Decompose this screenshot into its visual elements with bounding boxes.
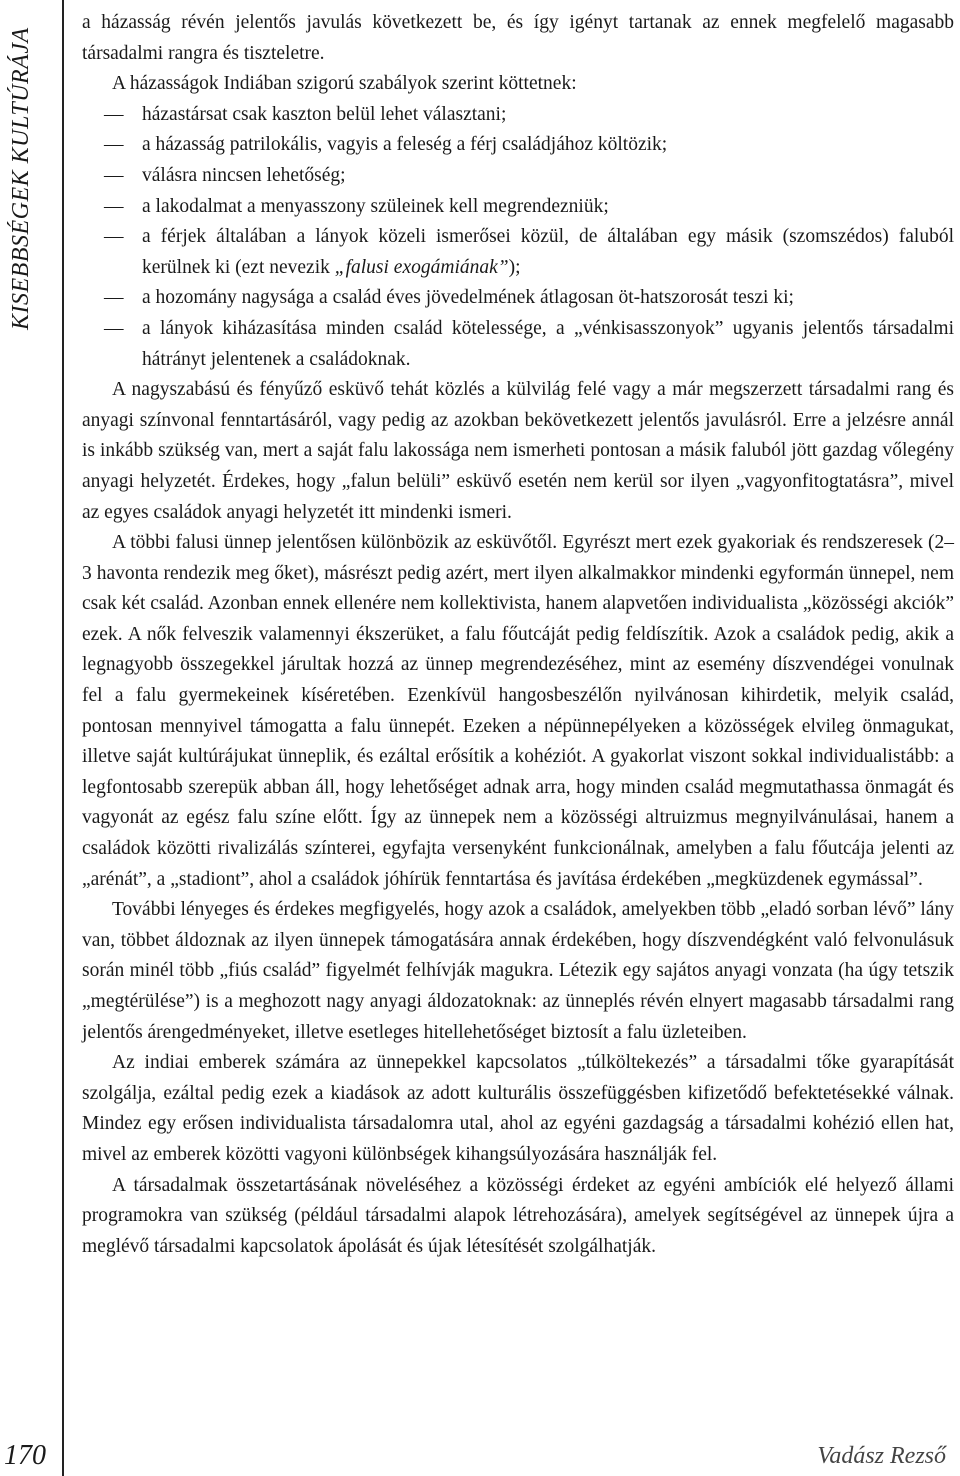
list-item-text: a férjek általában a lányok közeli ismerősei közül, de általában egy másik (szomszédos) faluból kerülnek ki (ezt nevezik (142, 226, 954, 278)
emphasis-term: „falusi exogámiának” (334, 256, 509, 278)
margin-rule (62, 0, 64, 1476)
list-item: — a hozomány nagysága a család éves jövedelmének átlagosan öt-hatszorosát teszi ki; (82, 283, 954, 314)
running-head: KISEBBSÉGEK KULTÚRÁJA (8, 27, 34, 330)
paragraph-rules-intro: A házasságok Indiában szigorú szabályok szerint köttetnek: (112, 73, 577, 95)
paragraph: A többi falusi ünnep jelentősen különbözik az esküvőtől. Egyrészt mert ezek gyakoriak és rendszeresek (2–3 havonta rendezik meg őket), másrészt pedig azért, mert ilyen alkalmakkor mindenki egyformán ünnepel, nem csak két család. Azonban ennek ellenére nem kollektivista, hanem alapvetően individualista „közösségi akciók” ezek. A nők felveszik valamennyi ékszerüket, a falu főutcáját pedig feldíszítik. Azok a családok pedig, akik a legnagyobb összegekkel járultak hozzá az ünnep megrendezéséhez, mint az esemény díszvendégei vonulnak fel a falu gyermekeinek kíséretében. Ezenkívül hangosbeszélőn nyilvánosan kihirdetik, melyik család, pontosan mennyivel támogatta a falu ünnepét. Ezeken a népünnepélyeken a közösségek elvileg önmagukat, illetve saját kultúrájukat ünneplik, és ezáltal erősítik a kohéziót. A gyakorlat viszont sokkal individualistább: a legfontosabb szerepük abban áll, hogy lehetőséget adnak arra, hogy minden család megmutathassa önmagát és vagyonát az egész falu színe előtt. Így az ünnepek nem a közösségi altruizmus megnyilvánulásai, hanem a családok közötti rivalizálás színterei, egyfajta versenyként funkcionálnak, amelyben a falu főutcája jelenti az „arénát”, a „stadiont”, ahol a családok jóhírük fenntartása és javítása érdekében „megküzdenek egymással”. (82, 532, 954, 890)
list-item: — a lakodalmat a menyasszony szüleinek kell megrendezniük; (82, 192, 954, 223)
list-item: — a lányok kiházasítása minden család kötelessége, a „vénkisasszonyok” ugyanis jelentős társadalmi hátrányt jelentenek a családoknak. (82, 314, 954, 375)
page-number: 170 (4, 1440, 46, 1471)
paragraph: További lényeges és érdekes megfigyelés, hogy azok a családok, amelyekben több „eladó sorban lévő” lány van, többet áldoznak az ilyen ünnepek támogatására annak érdekében, hogy díszvendégként való felvonulásuk során minél több „fiús család” figyelmét felhívják magukra. Létezik egy sajátos anyagi vonzata (ha úgy tetszik „megtérülése”) is a meghozott nagy anyagi áldozatoknak: az ünneplés révén elnyert magasabb társadalmi rang jelentős árengedményeket, illetve esetleges hitellehetőséget biztosít a falu üzleteiben. (82, 899, 954, 1043)
rules-list (82, 100, 954, 375)
list-item: — házastársat csak kaszton belül lehet választani; (82, 100, 954, 131)
page-margin (0, 0, 60, 1476)
author-signature: Vadász Rezső (817, 1443, 946, 1469)
list-item (82, 222, 954, 283)
paragraph-continued: a házasság révén jelentős javulás következett be, és így igényt tartanak az ennek megfelelő magasabb társadalmi rangra és tiszteletre. (82, 12, 954, 64)
list-item-text-end: ); (508, 256, 521, 278)
paragraph: A nagyszabású és fényűző esküvő tehát közlés a külvilág felé vagy a már megszerzett társadalmi rang és anyagi színvonal fenntartásáról, vagy pedig az azokban bekövetkezett jelentős javulásról. Erre a jelzésre annál is inkább szükség van, mert a saját falu lakossága nem ismerheti pontosan a másik faluból jött gazdag vőlegény anyagi helyzetét. Érdekes, hogy „falun belüli” esküvő esetén nem kerül sor ilyen „vagyonfitogtatásra”, mivel az egyes családok anyagi helyzetét itt mindenki ismeri. (82, 379, 954, 523)
paragraph: Az indiai emberek számára az ünnepekkel kapcsolatos „túlköltekezés” a társadalmi tőke gyarapítását szolgálja, ezáltal pedig ezek a kiadások az adott kulturális összefüggésben kifizetődő befektetésekké válnak. Mindez egy erősen individualista társadalomra utal, ahol az egyéni gazdagság a társadalmi kohézió ellen hat, mivel az emberek közötti vagyoni különbségek kihangsúlyozására használják fel. (82, 1052, 954, 1165)
paragraph: A társadalmak összetartásának növeléséhez a közösségi érdeket az egyéni ambíciók elé helyező állami programokra van szükség (például társadalmi alapok létrehozására), amelyek segítségével az ünnepek újra a meglévő társadalmi kapcsolatok ápolását és újak létesítését szolgálhatják. (82, 1174, 954, 1257)
list-item: — a házasság patrilokális, vagyis a feleség a férj családjához költözik; (82, 130, 954, 161)
list-item: — válásra nincsen lehetőség; (82, 161, 954, 192)
article-body (82, 8, 954, 1262)
